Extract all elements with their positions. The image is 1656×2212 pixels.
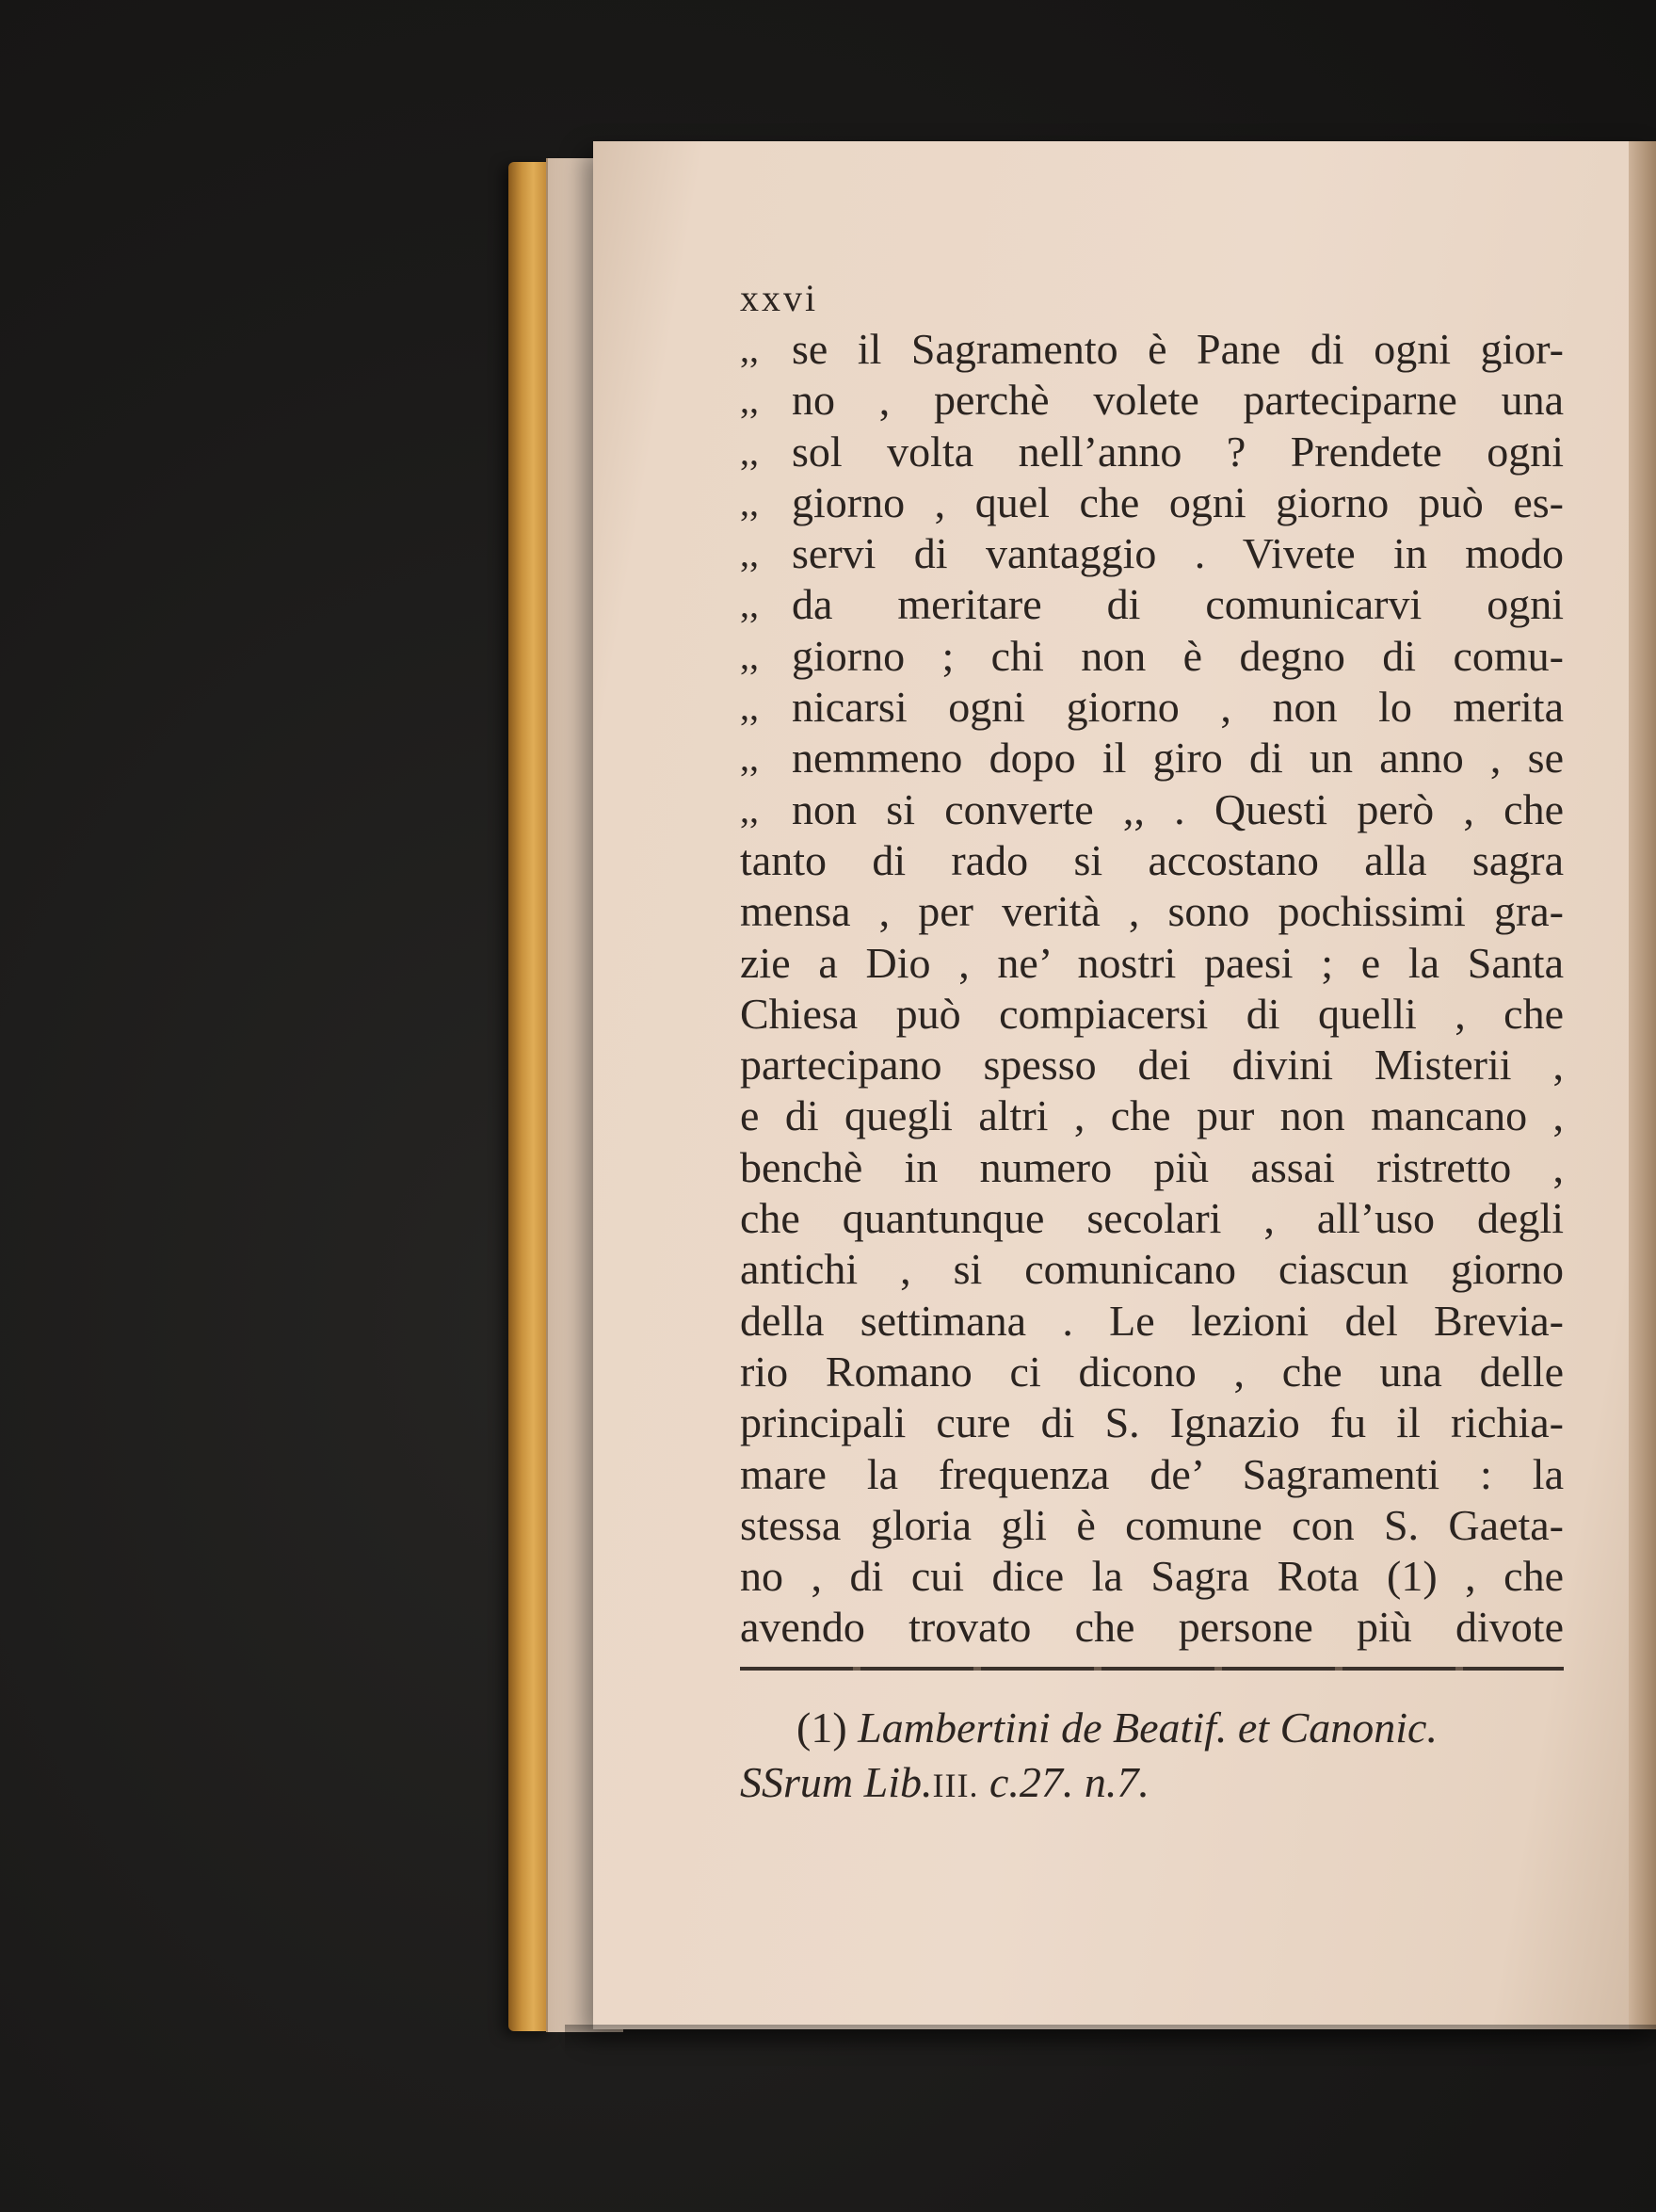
page-gutter-edge [1629,141,1656,2029]
quoted-line [740,324,1564,375]
quote-mark: ,, [740,480,759,524]
body-line: della settimana . Le lezioni del Brevia- [740,1296,1564,1345]
quoted-line [740,528,1564,579]
quoted-line [740,733,1564,783]
body-line: mare la frequenza de’ Sagramenti : la [740,1449,1564,1498]
page-shadow [565,2025,1656,2053]
quoted-line-text: no , perchè volete parteciparne una [792,376,1564,425]
body-line: mensa , per verità , sono pochissimi gra- [740,887,1564,936]
quoted-passage [740,324,1564,835]
body-line: no , di cui dice la Sagra Rota (1) , che [740,1552,1564,1601]
page-text-block [740,273,1564,1813]
footnote-citation-title: Lambertini de Beatif. et Canonic. [858,1703,1438,1752]
quote-mark: ,, [740,634,759,677]
body-line: stessa gloria gli è comune con S. Gaeta- [740,1500,1564,1549]
footnote-marker: (1) [796,1703,847,1752]
footnote-rule [740,1667,1564,1671]
footnote-line-1 [740,1701,1564,1755]
quoted-line-text: nemmeno dopo il giro di un anno , se [792,734,1564,783]
quoted-line [740,375,1564,426]
quoted-line-text: servi di vantaggio . Vivete in modo [792,529,1564,578]
footnote-book-number: III. [932,1766,979,1804]
quoted-line [740,631,1564,682]
quote-mark: ,, [740,328,759,370]
quote-mark: ,, [740,686,759,729]
footnote-citation-book: SSrum Lib. [740,1757,933,1806]
body-paragraph [740,835,1564,1654]
footnote-citation-ref: c.27. n.7. [989,1757,1150,1806]
body-line: principali cure di S. Ignazio fu il richia- [740,1398,1564,1447]
quoted-line [740,784,1564,835]
quote-mark: ,, [740,429,759,473]
footnote-line-2 [740,1755,1564,1813]
quoted-line [740,579,1564,630]
quoted-line [740,477,1564,528]
footnote [740,1701,1564,1813]
body-line: e di quegli altri , che pur non mancano , [740,1091,1564,1140]
quoted-line [740,427,1564,477]
body-line: tanto di rado si accostano alla sagra [740,835,1564,884]
body-line: antichi , si comunicano ciascun giorno [740,1245,1564,1294]
body-line: benchè in numero più assai ristretto , [740,1142,1564,1191]
quoted-line-text: da meritare di comunicarvi ogni [792,580,1564,629]
body-line: zie a Dio , ne’ nostri paesi ; e la Santa [740,938,1564,987]
quoted-line-text: se il Sagramento è Pane di ogni gior- [792,325,1564,373]
page-number: xxvi [740,277,819,319]
quoted-line-text: sol volta nell’anno ? Prendete ogni [792,427,1564,476]
quoted-line-text: nicarsi ogni giorno , non lo merita [792,683,1564,732]
quote-mark: ,, [740,532,759,575]
body-line: avendo trovato che persone più divote [740,1603,1564,1652]
quoted-line-text: giorno , quel che ogni giorno può es- [792,477,1564,526]
quoted-line-text: giorno ; chi non è degno di comu- [792,631,1564,680]
quote-mark: ,, [740,583,759,626]
body-line: che quantunque secolari , all’uso degli [740,1194,1564,1243]
quote-mark: ,, [740,379,759,422]
quoted-line-text: non si converte ,, . Questi però , che [792,784,1564,833]
quote-mark: ,, [740,736,759,780]
quoted-line [740,682,1564,733]
body-line: partecipano spesso dei divini Misterii , [740,1041,1564,1090]
body-line: Chiesa può compiacersi di quelli , che [740,989,1564,1038]
quote-mark: ,, [740,787,759,831]
body-line: rio Romano ci dicono , che una delle [740,1347,1564,1396]
